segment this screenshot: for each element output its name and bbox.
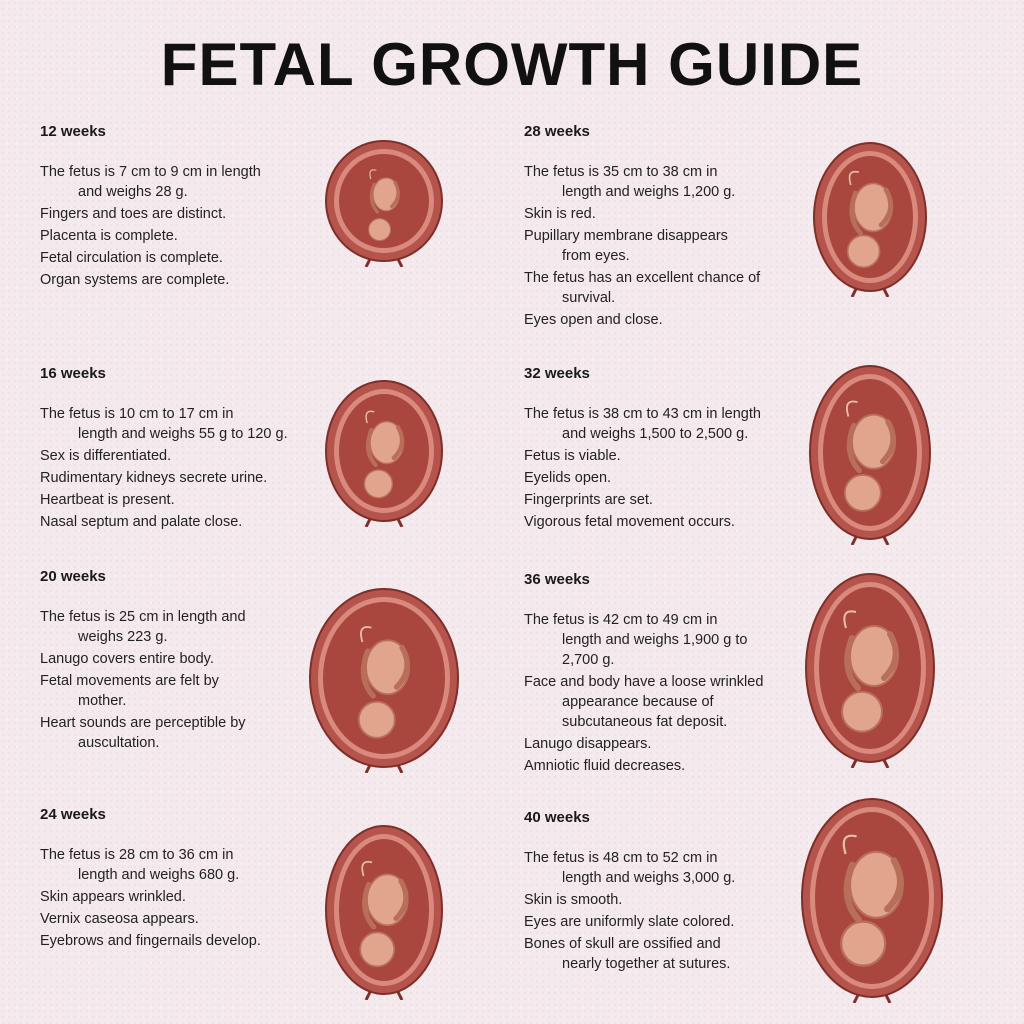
stage-heading: 12 weeks xyxy=(40,123,106,140)
fact-continuation: survival. xyxy=(562,290,616,306)
fetus-illustration xyxy=(798,793,946,1003)
stage-heading: 36 weeks xyxy=(524,571,590,588)
fact-text: Lanugo disappears. xyxy=(524,736,652,752)
stage-fact xyxy=(40,270,480,290)
fact-text: Fetal movements are felt by xyxy=(40,673,219,689)
fact-text: The fetus is 48 cm to 52 cm in xyxy=(524,850,718,866)
fact-text: The fetus is 7 cm to 9 cm in length xyxy=(40,164,261,180)
page-title: FETAL GROWTH GUIDE xyxy=(160,31,864,98)
fact-continuation: length and weighs 1,900 g to xyxy=(562,632,748,648)
fact-text: The fetus is 42 cm to 49 cm in xyxy=(524,612,718,628)
fetus-illustration xyxy=(322,375,446,527)
fact-text: Placenta is complete. xyxy=(40,228,178,244)
fact-continuation: and weighs 28 g. xyxy=(78,184,188,200)
fact-text: Eyebrows and fingernails develop. xyxy=(40,933,261,949)
fact-text: Amniotic fluid decreases. xyxy=(524,758,686,774)
fact-continuation: appearance because of xyxy=(562,694,714,710)
fact-text: Skin is red. xyxy=(524,206,596,222)
fetus-illustration xyxy=(322,820,446,1000)
fact-text: Fingers and toes are distinct. xyxy=(40,206,227,222)
fact-text: Vernix caseosa appears. xyxy=(40,911,199,927)
fetus-illustration xyxy=(306,583,462,773)
fact-continuation: length and weighs 3,000 g. xyxy=(562,870,736,886)
fact-text: Heart sounds are perceptible by xyxy=(40,715,246,731)
stage-heading: 32 weeks xyxy=(524,365,590,382)
fact-continuation: 2,700 g. xyxy=(562,652,615,668)
stage-fact xyxy=(524,310,964,330)
fact-text: The fetus is 10 cm to 17 cm in xyxy=(40,406,234,422)
fact-text: Organ systems are complete. xyxy=(40,272,230,288)
fact-text: Sex is differentiated. xyxy=(40,448,172,464)
fact-text: Skin appears wrinkled. xyxy=(40,889,186,905)
fact-text: The fetus has an excellent chance of xyxy=(524,270,761,286)
fetus-illustration xyxy=(810,137,930,297)
fact-continuation: auscultation. xyxy=(78,735,160,751)
fact-text: Eyelids open. xyxy=(524,470,612,486)
stage-heading: 24 weeks xyxy=(40,806,106,823)
fact-text: Pupillary membrane disappears xyxy=(524,228,728,244)
stage-heading: 28 weeks xyxy=(524,123,590,140)
fact-text: The fetus is 25 cm in length and xyxy=(40,609,246,625)
fact-continuation: and weighs 1,500 to 2,500 g. xyxy=(562,426,749,442)
fact-text: Fingerprints are set. xyxy=(524,492,653,508)
fetus-illustration xyxy=(322,135,446,267)
fact-text: Lanugo covers entire body. xyxy=(40,651,214,667)
fact-continuation: length and weighs 55 g to 120 g. xyxy=(78,426,288,442)
fact-text: Rudimentary kidneys secrete urine. xyxy=(40,470,268,486)
fact-text: Nasal septum and palate close. xyxy=(40,514,243,530)
stage-heading: 16 weeks xyxy=(40,365,106,382)
stage-heading: 20 weeks xyxy=(40,568,106,585)
fact-text: Heartbeat is present. xyxy=(40,492,175,508)
fact-text: Fetus is viable. xyxy=(524,448,621,464)
fact-continuation: weighs 223 g. xyxy=(78,629,168,645)
fact-text: The fetus is 28 cm to 36 cm in xyxy=(40,847,234,863)
fact-text: Face and body have a loose wrinkled xyxy=(524,674,764,690)
fact-continuation: nearly together at sutures. xyxy=(562,956,731,972)
fact-text: Bones of skull are ossified and xyxy=(524,936,721,952)
fact-continuation: from eyes. xyxy=(562,248,630,264)
fetus-illustration xyxy=(806,360,934,545)
fact-text: Eyes open and close. xyxy=(524,312,663,328)
fact-text: The fetus is 38 cm to 43 cm in length xyxy=(524,406,761,422)
fact-text: Vigorous fetal movement occurs. xyxy=(524,514,735,530)
fetus-illustration xyxy=(802,568,938,768)
fact-text: Skin is smooth. xyxy=(524,892,623,908)
fact-continuation: mother. xyxy=(78,693,127,709)
fact-continuation: subcutaneous fat deposit. xyxy=(562,714,728,730)
fact-text: Eyes are uniformly slate colored. xyxy=(524,914,735,930)
fact-continuation: length and weighs 680 g. xyxy=(78,867,240,883)
fact-text: The fetus is 35 cm to 38 cm in xyxy=(524,164,718,180)
fact-continuation: length and weighs 1,200 g. xyxy=(562,184,736,200)
stage-heading: 40 weeks xyxy=(524,809,590,826)
fact-text: Fetal circulation is complete. xyxy=(40,250,223,266)
